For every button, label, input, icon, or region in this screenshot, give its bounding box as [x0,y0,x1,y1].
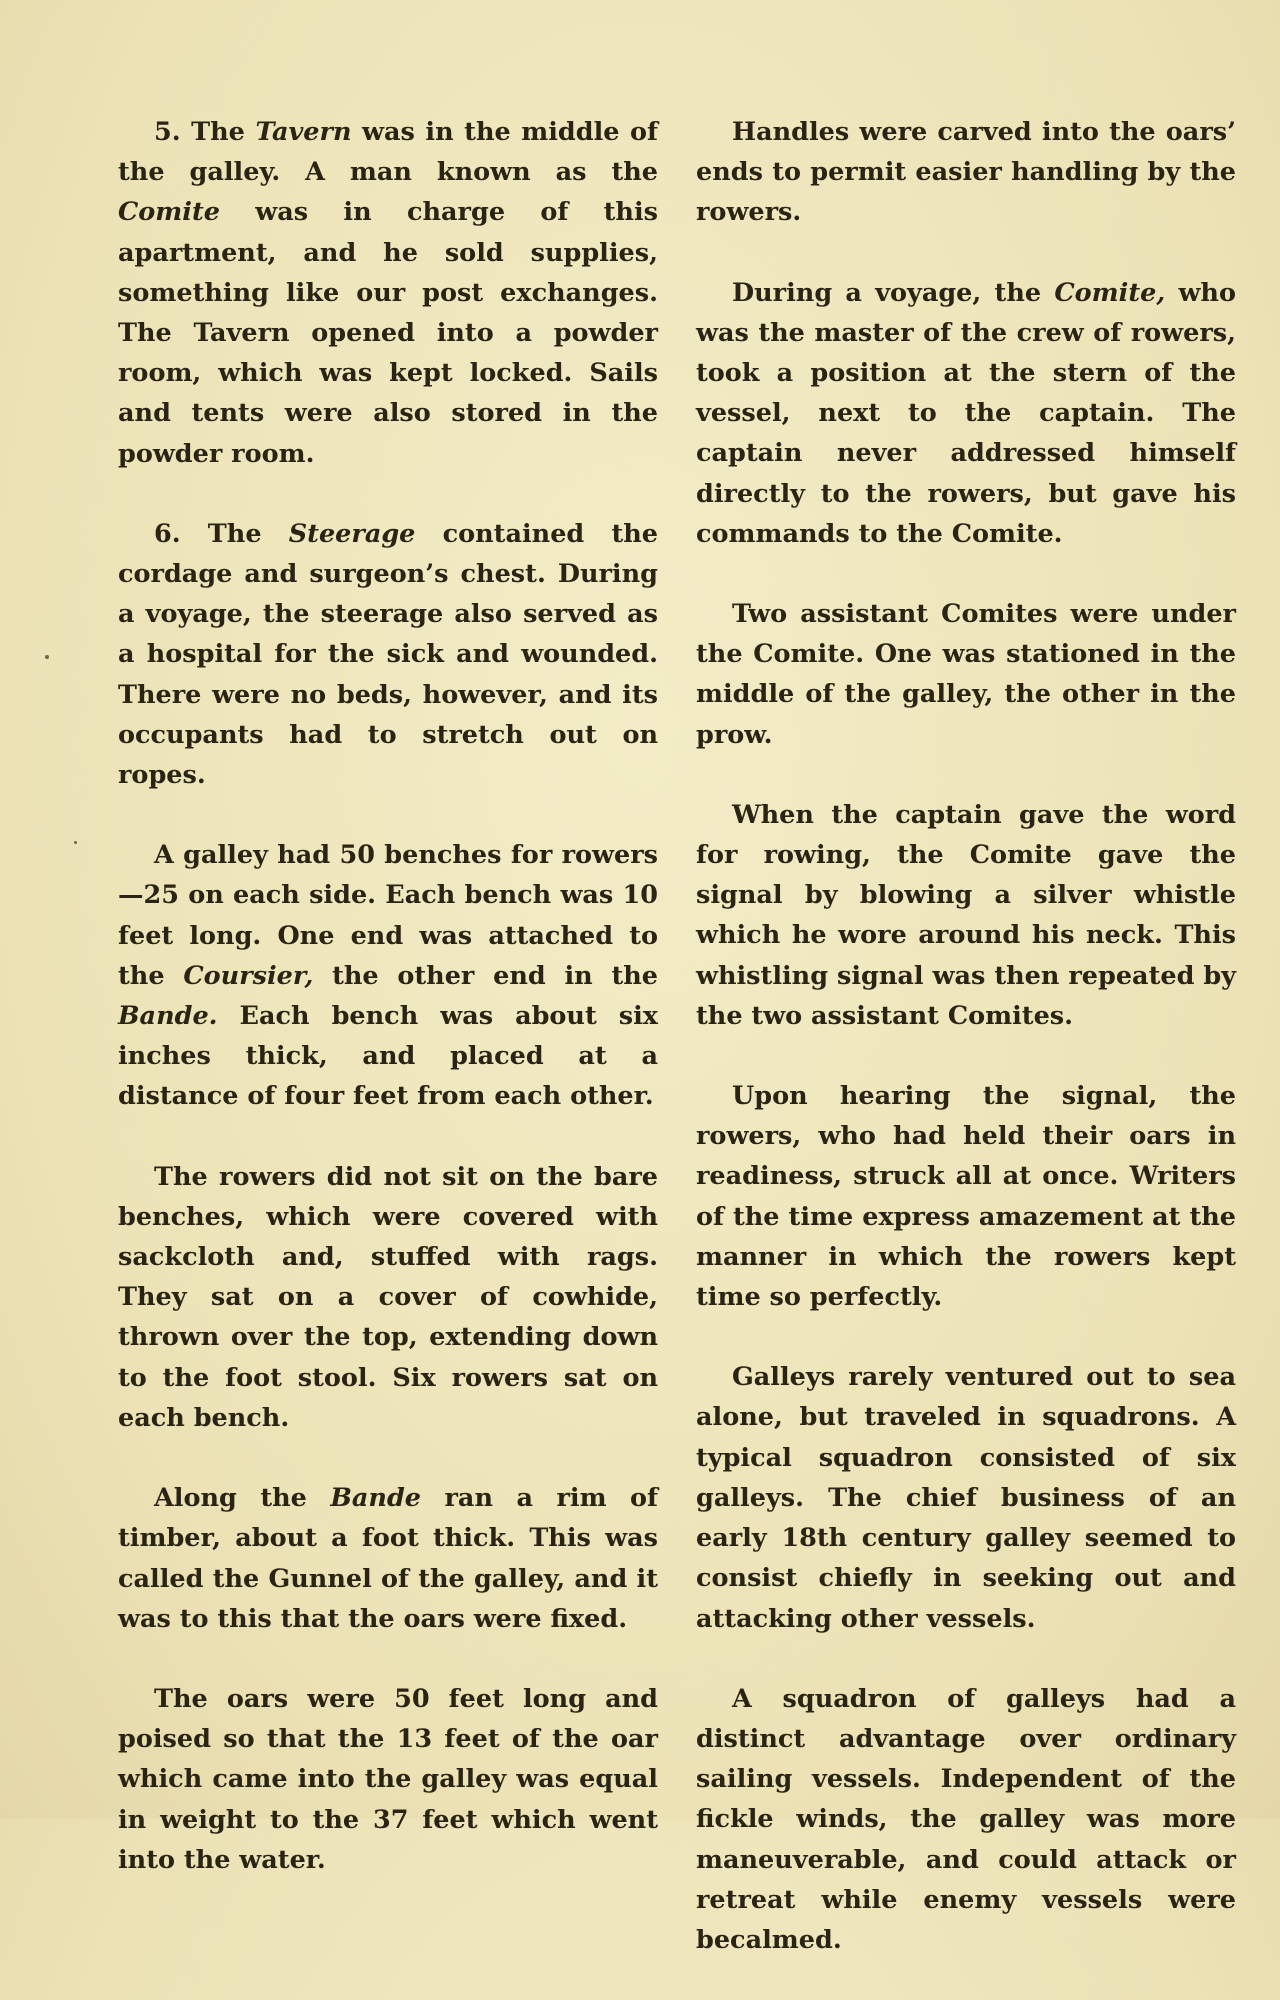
right-column-paragraph [696,1679,1236,1960]
italic-term: Comite, [1054,277,1166,308]
italic-term: Steerage [288,518,416,549]
left-column [118,112,658,1920]
left-column-paragraph [118,514,658,795]
right-column-paragraph [696,1076,1236,1317]
text-run: the other end in the [313,960,659,991]
italic-term: Bande. [118,1001,218,1032]
left-column-paragraph [118,835,658,1116]
text-run: Each bench was about six inches thick, and placed at a distance of four feet from each other. [118,1001,658,1112]
text-run: was in charge of this apartment, and he sold supplies, something like our post exchanges. The Tavern opened into a powder room, which was kept locked. Sails and tents were also stored in the powder room. [118,197,658,469]
text-run: During a voyage, the [732,277,1055,308]
left-column-paragraph [118,1157,658,1438]
paper-speck [74,841,77,844]
italic-term: Bande [330,1483,422,1514]
text-run: 6. The [154,518,289,549]
right-column [696,112,1236,2000]
text-run: 5. The [154,117,256,147]
text-run: A galley had 50 benches for rowers —25 on each side. Each bench was 10 feet long. One end was attached to the [118,840,658,991]
text-run: When the captain gave the word for rowing, the Comite gave the signal by blowing a silver whistle which he wore around his neck. This whistling signal was then repeated by the two assistant Comites. [696,799,1236,1031]
text-run: who was the master of the crew of rowers, took a position at the stern of the vessel, next to the captain. The captain never addressed himself directly to the rowers, but gave his commands to the Comite. [696,277,1236,549]
text-run: Two assistant Comites were under the Comite. One was stationed in the middle of the galley, the other in the prow. [696,599,1236,750]
right-column-paragraph [696,594,1236,755]
left-column-paragraph [118,1478,658,1639]
text-run: The oars were 50 feet long and poised so that the 13 feet of the oar which came into the galley was equal in weight to the 37 feet which went into the water. [118,1683,658,1875]
text-run: Handles were carved into the oars’ ends to permit easier handling by the rowers. [696,117,1236,228]
text-run: was in the middle of the galley. A man known as the [118,117,658,188]
text-run: A squadron of galleys had a distinct advantage over ordinary sailing vessels. Independent of the fickle winds, the galley was more maneuverable, and could attack or retreat while enemy vessels were becalmed. [696,1683,1236,1955]
text-run: contained the cordage and surgeon’s chest. During a voyage, the steerage also served as a hospital for the sick and wounded. There were no beds, however, and its occupants had to stretch out on ropes. [118,518,658,791]
paper-speck [45,655,49,659]
text-run: Galleys rarely ventured out to sea alone, but traveled in squadrons. A typical squadron consisted of six galleys. The chief business of an early 18th century galley seemed to consist chiefly in seeking out and attacking other vessels. [696,1362,1236,1634]
italic-term: Comite [118,197,220,228]
right-column-paragraph [696,273,1236,554]
text-run: The rowers did not sit on the bare benches, which were covered with sackcloth and, stuffed with rags. They sat on a cover of cowhide, thrown over the top, extending down to the foot stool. Six rowers sat on each bench. [118,1161,658,1433]
left-column-paragraph [118,1679,658,1880]
right-column-paragraph [696,112,1236,233]
text-run: ran a rim of timber, about a foot thick. This was called the Gunnel of the galley, and it was to this that the oars were fixed. [118,1483,658,1634]
italic-term: Tavern [255,117,352,147]
left-column-paragraph [118,112,658,474]
italic-term: Coursier, [183,960,314,991]
text-run: Along the [154,1483,331,1514]
right-column-paragraph [696,795,1236,1036]
right-column-paragraph [696,1357,1236,1638]
text-run: Upon hearing the signal, the rowers, who had held their oars in readiness, struck all at once. Writers of the time express amazement at the manner in which the rowers kept time so perfectly. [696,1081,1236,1313]
